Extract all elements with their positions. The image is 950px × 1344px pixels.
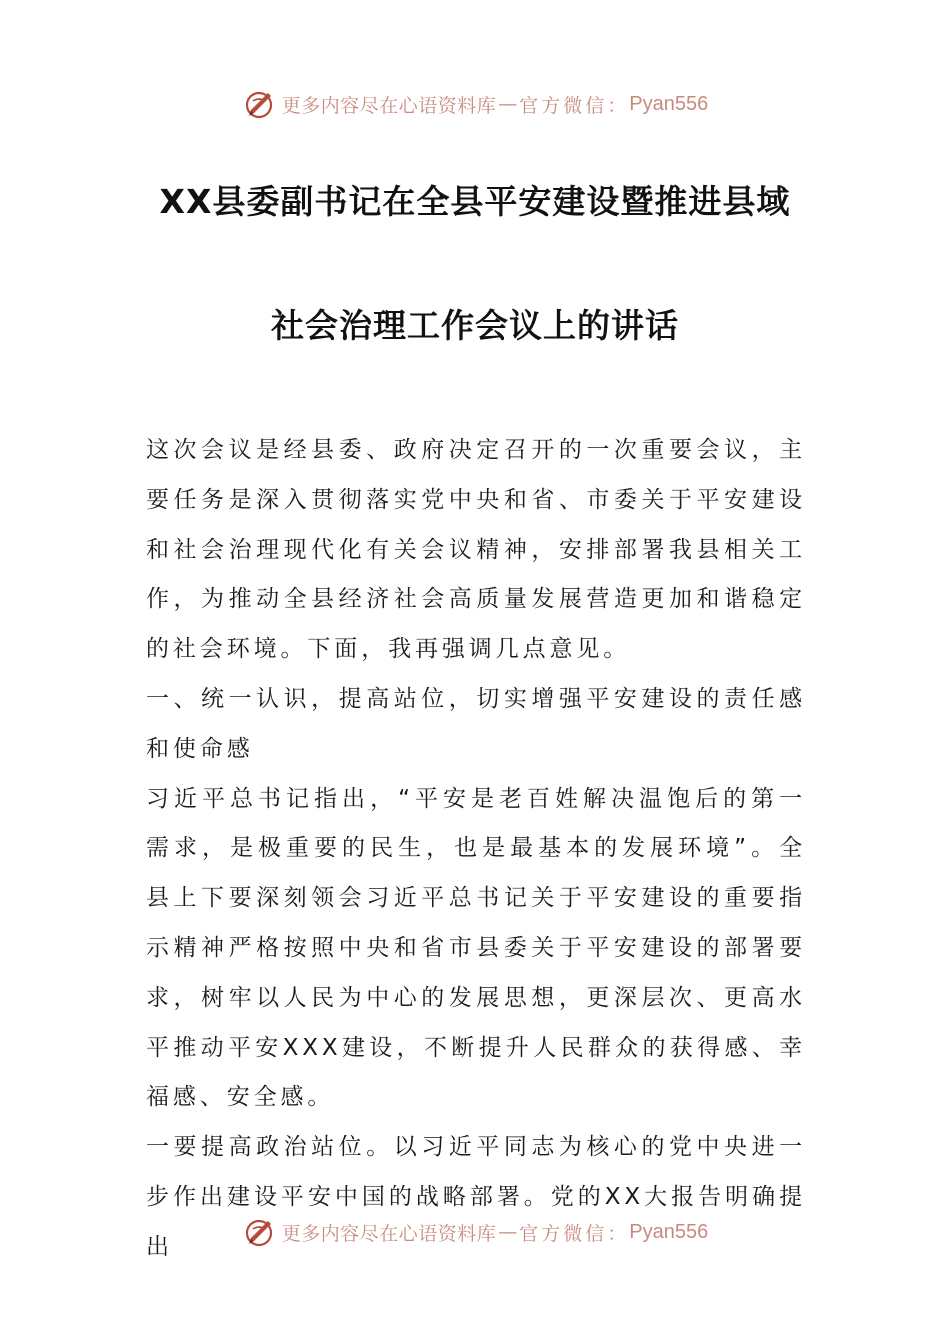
watermark-separator: — <box>498 93 518 115</box>
watermark-banner-bottom <box>0 1212 950 1252</box>
watermark-wechat-id: Pyan556 <box>629 92 709 115</box>
watermark-banner-top <box>0 84 950 124</box>
document-body <box>146 426 806 1273</box>
pen-logo-icon <box>242 1214 278 1250</box>
paragraph-intro: 这次会议是经县委、政府决定召开的一次重要会议，主要任务是深入贯彻落实党中央和省、市委关于平安建设和社会治理现代化有关会议精神，安排部署我县相关工作，为推动全县经济社会高质量发展营造更加和谐稳定的社会环境。下面，我再强调几点意见。 <box>146 437 806 663</box>
watermark-text: 更多内容尽在心语资料库 <box>281 94 497 117</box>
watermark-wechat-id: Pyan556 <box>629 1220 709 1243</box>
paragraph-political-stance: 一要提高政治站位。以习近平同志为核心的党中央进一步作出建设平安中国的战略部署。党的XX大报告明确提出 <box>146 1134 806 1260</box>
watermark-label: 官方微信： <box>519 94 630 117</box>
watermark-label: 官方微信： <box>519 1222 630 1245</box>
watermark-text: 更多内容尽在心语资料库 <box>281 1222 497 1245</box>
pen-logo-icon <box>242 86 278 122</box>
section-heading-1: 一、统一认识，提高站位，切实增强平安建设的责任感和使命感 <box>146 685 806 762</box>
document-title-line-2: 社会治理工作会议上的讲话 <box>271 306 679 345</box>
paragraph-quote: 习近平总书记指出，“平安是老百姓解决温饱后的第一需求，是极重要的民生，也是最基本的发展环境”。全县上下要深刻领会习近平总书记关于平安建设的重要指示精神严格按照中央和省市县委关于平安建设的部署要求，树牢以人民为中心的发展思想，更深层次、更高水平推动平安XXX建设，不断提升人民群众的获得感、幸福感、安全感。 <box>146 785 806 1111</box>
document-title-line-1: XX县委副书记在全县平安建设暨推进县域 <box>159 182 791 221</box>
watermark-separator: — <box>498 1221 518 1243</box>
